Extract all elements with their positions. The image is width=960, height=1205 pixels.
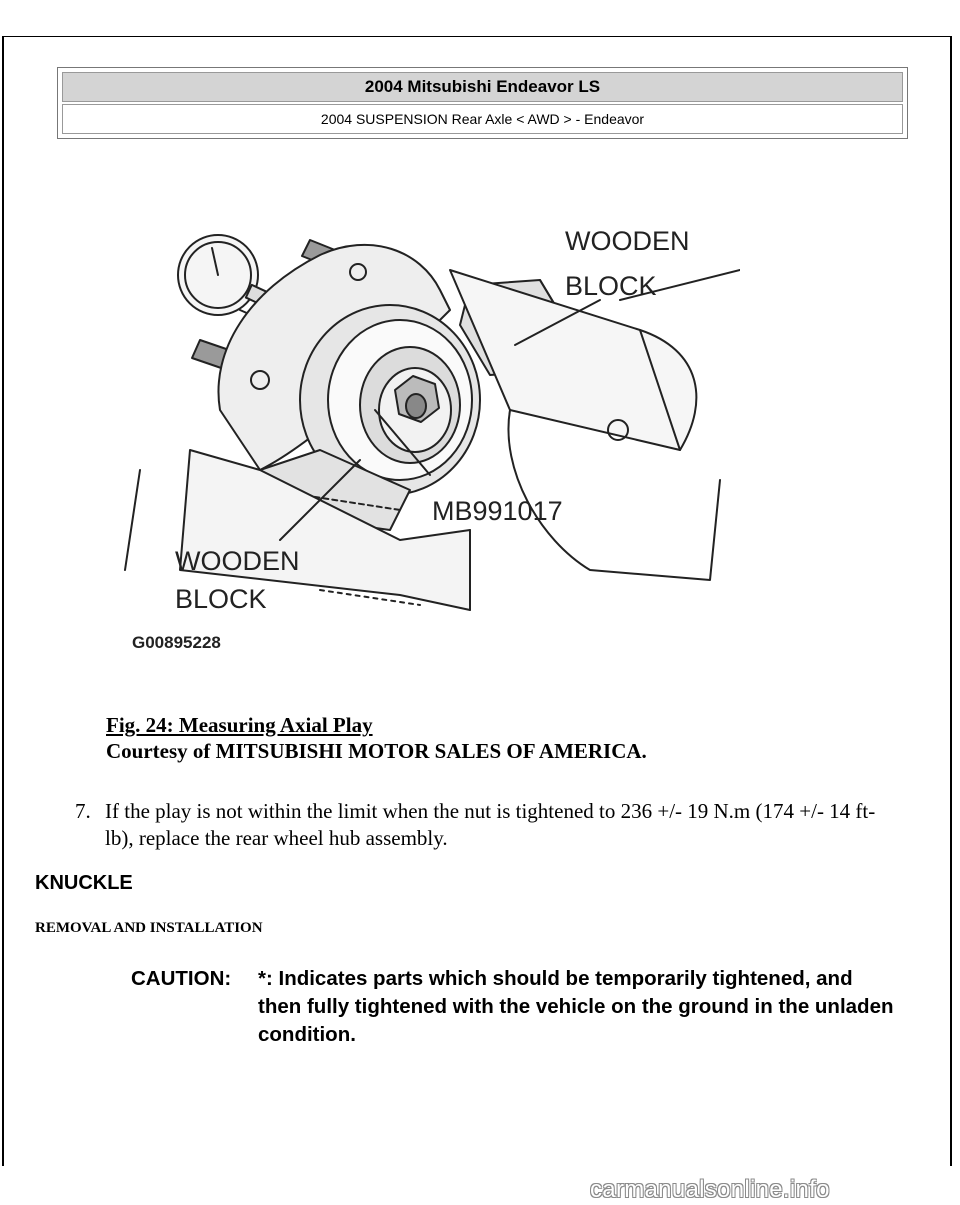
section-heading: KNUCKLE xyxy=(35,872,133,894)
site-watermark: carmanualsonline.info xyxy=(590,1176,830,1203)
sub-heading: REMOVAL AND INSTALLATION xyxy=(35,920,263,936)
figure-courtesy: Courtesy of MITSUBISHI MOTOR SALES OF AMERICA. xyxy=(106,739,647,763)
figure-title: Fig. 24: Measuring Axial Play xyxy=(106,713,373,737)
figure-label-tool: MB991017 xyxy=(432,496,563,526)
figure-caption xyxy=(106,712,647,764)
figure-label-wooden-top-2: BLOCK xyxy=(565,271,657,301)
caution-label: CAUTION: xyxy=(131,967,232,990)
figure-label-wooden-top-1: WOODEN xyxy=(565,226,690,256)
vehicle-title: 2004 Mitsubishi Endeavor LS xyxy=(62,72,903,102)
caution-text: *: Indicates parts which should be temporarily tightened, and then fully tightened with the vehicle on the ground in the unladen condition. xyxy=(258,967,894,1046)
step-number: 7. xyxy=(75,799,91,823)
axial-play-illustration xyxy=(120,210,740,665)
vise-jaw-right-drawing xyxy=(450,270,740,580)
figure-label-wooden-bottom-1: WOODEN xyxy=(175,546,300,576)
document-header xyxy=(57,67,908,139)
figure-code: G00895228 xyxy=(132,633,221,652)
figure-label-wooden-bottom-2: BLOCK xyxy=(175,584,267,614)
section-title: 2004 SUSPENSION Rear Axle < AWD > - Endeavor xyxy=(62,104,903,134)
step-text: If the play is not within the limit when the nut is tightened to 236 +/- 19 N.m (174 +/- 14 ft-lb), replace the rear wheel hub assembly. xyxy=(105,799,876,850)
